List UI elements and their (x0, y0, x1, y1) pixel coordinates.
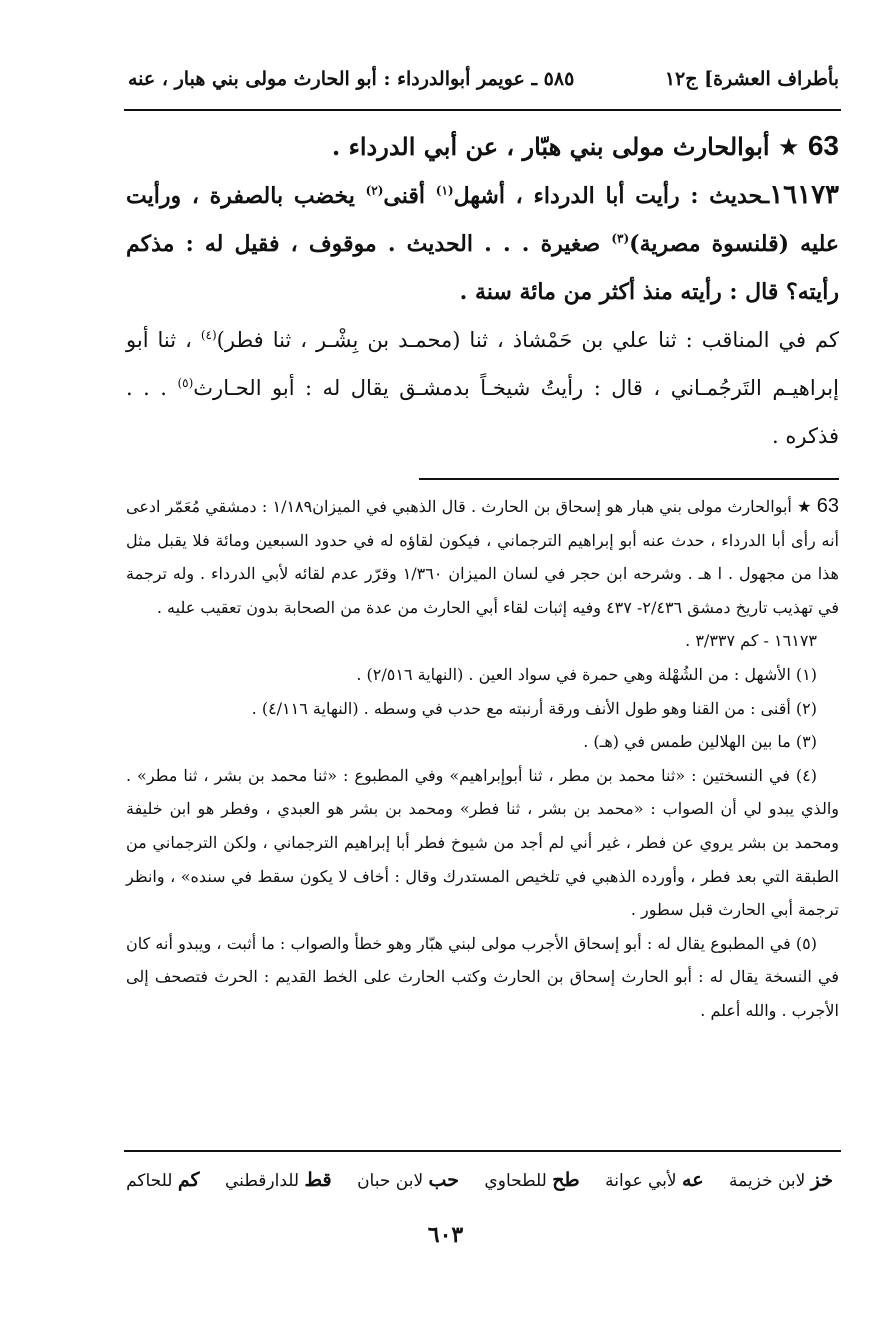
header-divider (124, 109, 841, 111)
footnote-entry-intro (126, 490, 839, 624)
footnote-1: (١) الأشهل : من الشُهْلة وهي حمرة في سواد العين . (النهاية ٢/٥١٦) . (356, 664, 817, 684)
abbreviation-item (729, 1169, 833, 1191)
star-icon: ★ (797, 497, 812, 516)
footnote-reference: ١٦١٧٣ - كم ٣/٣٣٧ . (685, 631, 817, 651)
entry-heading (126, 122, 839, 171)
abbreviation-item (126, 1169, 199, 1191)
footnote-ref-5: (٥) (177, 376, 194, 390)
footnote-3: (٣) ما بين الهلالين طمس في (هـ) . (583, 732, 817, 752)
footnote-4: (٤) في النسختين : «ثنا محمد بن مطر ، ثنا أبوإبراهيم» وفي المطبوع : «ثنا محمد بن بشر ، ثنا مطر» . والذي يبدو لي أن الصواب : «محمد بن بشر ، ثنا فطر» ومحمد بن بشر هو العبدي ، وفطر هو ابن خليفة ومحمد بن بشر يروي عن فطر ، غير أني لم أجد من شيوخ فطر أبا إبراهيم الترجماني ، ولكن الترجماني من الطبقة التي بعد فطر ، وأورده الذهبي في تلخيص المستدرك وقال : أخاف لا يكون سقط في سنده» ، وانظر ترجمة أبي الحارث قبل سطور . (126, 765, 839, 920)
header-chapter-label: ٥٨٥ ـ عويمر أبوالدرداء : أبو الحارث مولى بني هبار ، عنه (128, 68, 575, 90)
hadith-text (126, 171, 839, 316)
footnote-intro-text: أبوالحارث مولى بني هبار هو إسحاق بن الحارث . قال الذهبي في الميزان١/١٨٩ : دمشقي مُعَمّر ادعى أنه رأى أبا الدرداء ، حدث عنه أبو إبراهيم الترجماني ، فيكون لقاؤه له في حدود السبعين ومائة فلا يقبل مثل هذا من مجهول . ا هـ . وشرحه ابن حجر في لسان الميزان ١/٣٦٠ وقرّر عدم لقائه لأبي الدرداء . وله ترجمة في تهذيب تاريخ دمشق ٢/٤٣٦- ٤٣٧ وفيه إثبات لقاء أبي الحارث من عدة من الصحابة بدون تعقيب عليه . (126, 497, 839, 617)
abbreviation-code: عه (682, 1169, 704, 1191)
running-header (128, 50, 839, 90)
abbreviation-name: للحاكم (126, 1171, 178, 1191)
abbreviation-code: طح (552, 1169, 580, 1191)
entry-number: 63 (807, 130, 839, 161)
footnote-5: (٥) في المطبوع يقال له : أبو إسحاق الأجرب مولى لبني هبّار وهو خطأ والصواب : ما أثبت ، ويبدو أنه كان في النسخة يقال له : أبو الحارث إسحاق بن الحارث وكتب الحارث على الخط القديم : الحرث فتصحف إلى الأجرب . والله أعلم . (126, 933, 839, 1020)
hadith-line-1a: ـحديث : رأيت أبا الدرداء ، أشهل (453, 183, 770, 209)
isnad-text (126, 316, 839, 460)
abbreviation-item (605, 1169, 703, 1191)
entry-title: أبوالحارث مولى بني هبّار ، عن أبي الدرداء . (331, 132, 770, 161)
isnad-part-a: كم في المناقب : ثنا علي بن حَمْشاذ ، ثنا (محمـد بن بِشْـر ، ثنا فطر) (216, 328, 839, 352)
abbreviations-divider (124, 1150, 841, 1152)
isnad-part-c: . . . فذكره . (126, 376, 839, 448)
abbreviation-code: خز (810, 1169, 833, 1191)
header-volume-label: بأطراف العشرة] ج١٢ (664, 68, 839, 90)
hadith-line-2b: صغيرة . . . الحديث . موقوف ، فقيل له : مذكم (126, 231, 612, 257)
hadith-line-1c: يخضب بالصفرة ، (191, 183, 366, 209)
page-number: ٦٠٣ (427, 1222, 464, 1248)
footnote-ref-3: (٣) (611, 231, 630, 246)
abbreviation-code: كم (177, 1169, 200, 1191)
abbreviation-code: حب (428, 1169, 459, 1191)
abbreviation-name: للدارقطني (225, 1171, 305, 1191)
footnote-entry-number: 63 (816, 495, 840, 517)
abbreviation-name: لابن خزيمة (729, 1171, 811, 1191)
footnote-ref-1: (١) (435, 183, 454, 198)
hadith-line-1b: أقنى (383, 183, 436, 209)
footnotes-section (126, 490, 839, 1028)
hadith-number: ١٦١٧٣ (769, 180, 840, 210)
abbreviation-name: لأبي عوانة (605, 1171, 683, 1191)
main-text (126, 122, 839, 460)
abbreviation-code: قط (304, 1169, 332, 1191)
footnote-ref-4: (٤) (200, 328, 217, 342)
abbreviation-item (357, 1169, 459, 1191)
footnote-2: (٢) أقنى : من القنا وهو طول الأنف ورقة أرنبته مع حدب في وسطه . (النهاية ٤/١١٦) . (251, 698, 817, 718)
isnad-part-b: ، ثنا أبو إبراهيـم التَرجُمـاني ، قال : رأيتُ شيخـاً بدمشـق يقال له : أبو الحـارث (126, 328, 839, 400)
hadith-line-3: رأيته؟ قال : رأيته منذ أكثر من مائة سنة . (459, 279, 839, 305)
footnote-ref-2: (٢) (365, 183, 384, 198)
footnote-divider (419, 478, 839, 480)
abbreviation-name: لابن حبان (357, 1171, 429, 1191)
abbreviation-item (484, 1169, 579, 1191)
abbreviations-key (126, 1160, 833, 1200)
star-icon: ★ (777, 133, 800, 161)
abbreviation-name: للطحاوي (484, 1171, 553, 1191)
hadith-line-2a: ورأيت عليه (قلنسوة مصرية) (126, 183, 840, 257)
abbreviation-item (225, 1169, 332, 1191)
